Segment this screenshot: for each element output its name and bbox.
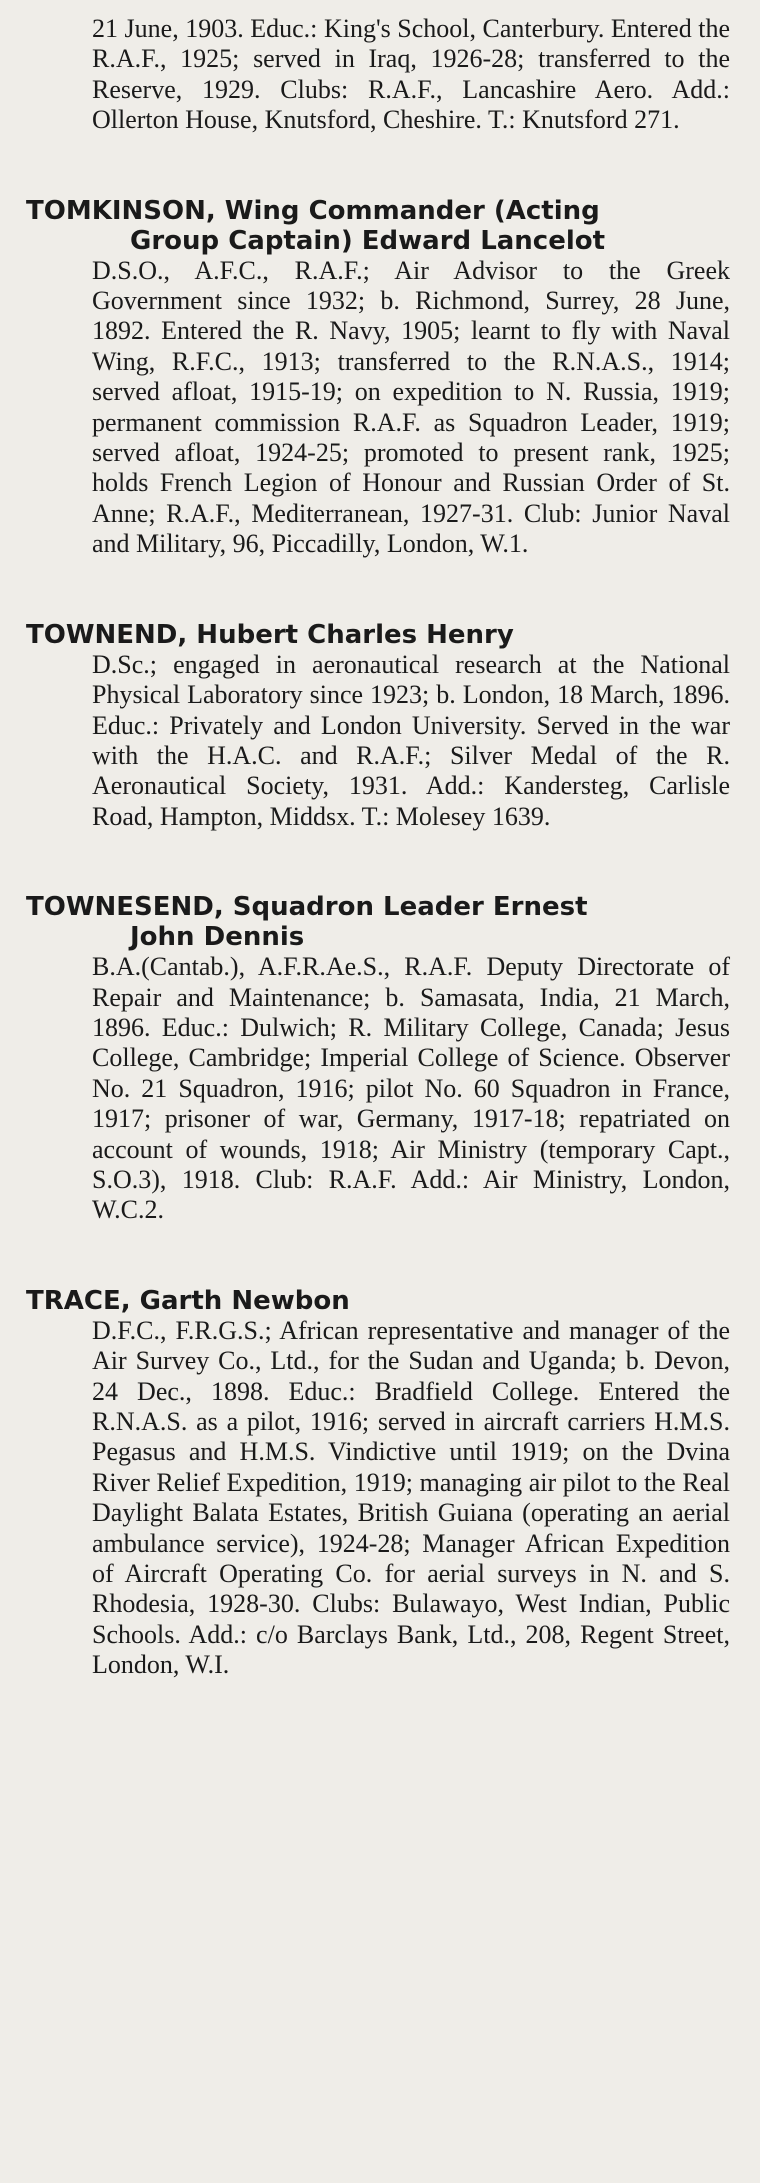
entry-body: D.Sc.; engaged in aeronautical research at the National Physical Laboratory since 1923; b. London, 18 March, 1896. Educ.: Privately and London University. Served in the war with the H.A.C. and R.A.F.; Silver Medal of the R. Aeronautical Society, 1931. Add.: Kandersteg, Carlisle Road, Hampton, Middsx. T.: Molesey 1639. bbox=[92, 649, 730, 831]
entry-body: D.F.C., F.R.G.S.; African representative and manager of the Air Survey Co., Ltd., for the Sudan and Uganda; b. Devon, 24 Dec., 1898. Educ.: Bradfield College. Entered the R.N.A.S. as a pilot, 1916; served in aircraft carriers H.M.S. Pegasus and H.M.S. Vindictive until 1919; on the Dvina River Relief Expedition, 1919; managing air pilot to the Real Daylight Balata Estates, British Guiana (operating an aerial ambulance service), 1924-28; Manager African Expedition of Aircraft Operating Co. for aerial surveys in N. and S. Rhodesia, 1928-30. Clubs: Bulawayo, West Indian, Public Schools. Add.: c/o Barclays Bank, Ltd., 208, Regent Street, London, W.I. bbox=[92, 1315, 730, 1680]
entry-name-line1: TOMKINSON, Wing Commander (Acting bbox=[26, 195, 600, 226]
entry-trace bbox=[26, 1286, 730, 1681]
entry-name-line2: John Dennis bbox=[130, 922, 305, 953]
entry-name-line2: Group Captain) Edward Lancelot bbox=[130, 225, 606, 256]
entry-name-line1: TOWNESEND, Squadron Leader Ernest bbox=[26, 892, 588, 923]
entry-tomkinson bbox=[26, 196, 730, 560]
entry-townend bbox=[26, 620, 730, 832]
entry-heading bbox=[26, 892, 730, 952]
entry-heading bbox=[26, 620, 730, 650]
entry-heading bbox=[26, 1286, 730, 1316]
entry-heading bbox=[26, 196, 730, 256]
entry-townesend bbox=[26, 892, 730, 1226]
continuation-paragraph: 21 June, 1903. Educ.: King's School, Canterbury. Entered the R.A.F., 1925; served in Iraq, 1926-28; transferred to the Reserve, 1929. Clubs: R.A.F., Lancashire Aero. Add.: Ollerton House, Knutsford, Cheshire. T.: Knutsford 271. bbox=[92, 14, 730, 135]
entry-body: D.S.O., A.F.C., R.A.F.; Air Advisor to the Greek Government since 1932; b. Richmond, Surrey, 28 June, 1892. Entered the R. Navy, 1905; learnt to fly with Naval Wing, R.F.C., 1913; transferred to the R.N.A.S., 1914; served afloat, 1915-19; on expedition to N. Russia, 1919; permanent commission R.A.F. as Squadron Leader, 1919; served afloat, 1924-25; promoted to present rank, 1925; holds French Legion of Honour and Russian Order of St. Anne; R.A.F., Mediterranean, 1927-31. Club: Junior Naval and Military, 96, Piccadilly, London, W.1. bbox=[92, 255, 730, 559]
entry-body: B.A.(Cantab.), A.F.R.Ae.S., R.A.F. Deputy Directorate of Repair and Maintenance; b. Samasata, India, 21 March, 1896. Educ.: Dulwich; R. Military College, Canada; Jesus College, Cambridge; Imperial College of Science. Observer No. 21 Squadron, 1916; pilot No. 60 Squadron in France, 1917; prisoner of war, Germany, 1917-18; repatriated on account of wounds, 1918; Air Ministry (temporary Capt., S.O.3), 1918. Club: R.A.F. Add.: Air Ministry, London, W.C.2. bbox=[92, 952, 730, 1225]
entry-name-line1: TRACE, Garth Newbon bbox=[26, 1285, 350, 1316]
entry-name-line1: TOWNEND, Hubert Charles Henry bbox=[26, 619, 514, 650]
